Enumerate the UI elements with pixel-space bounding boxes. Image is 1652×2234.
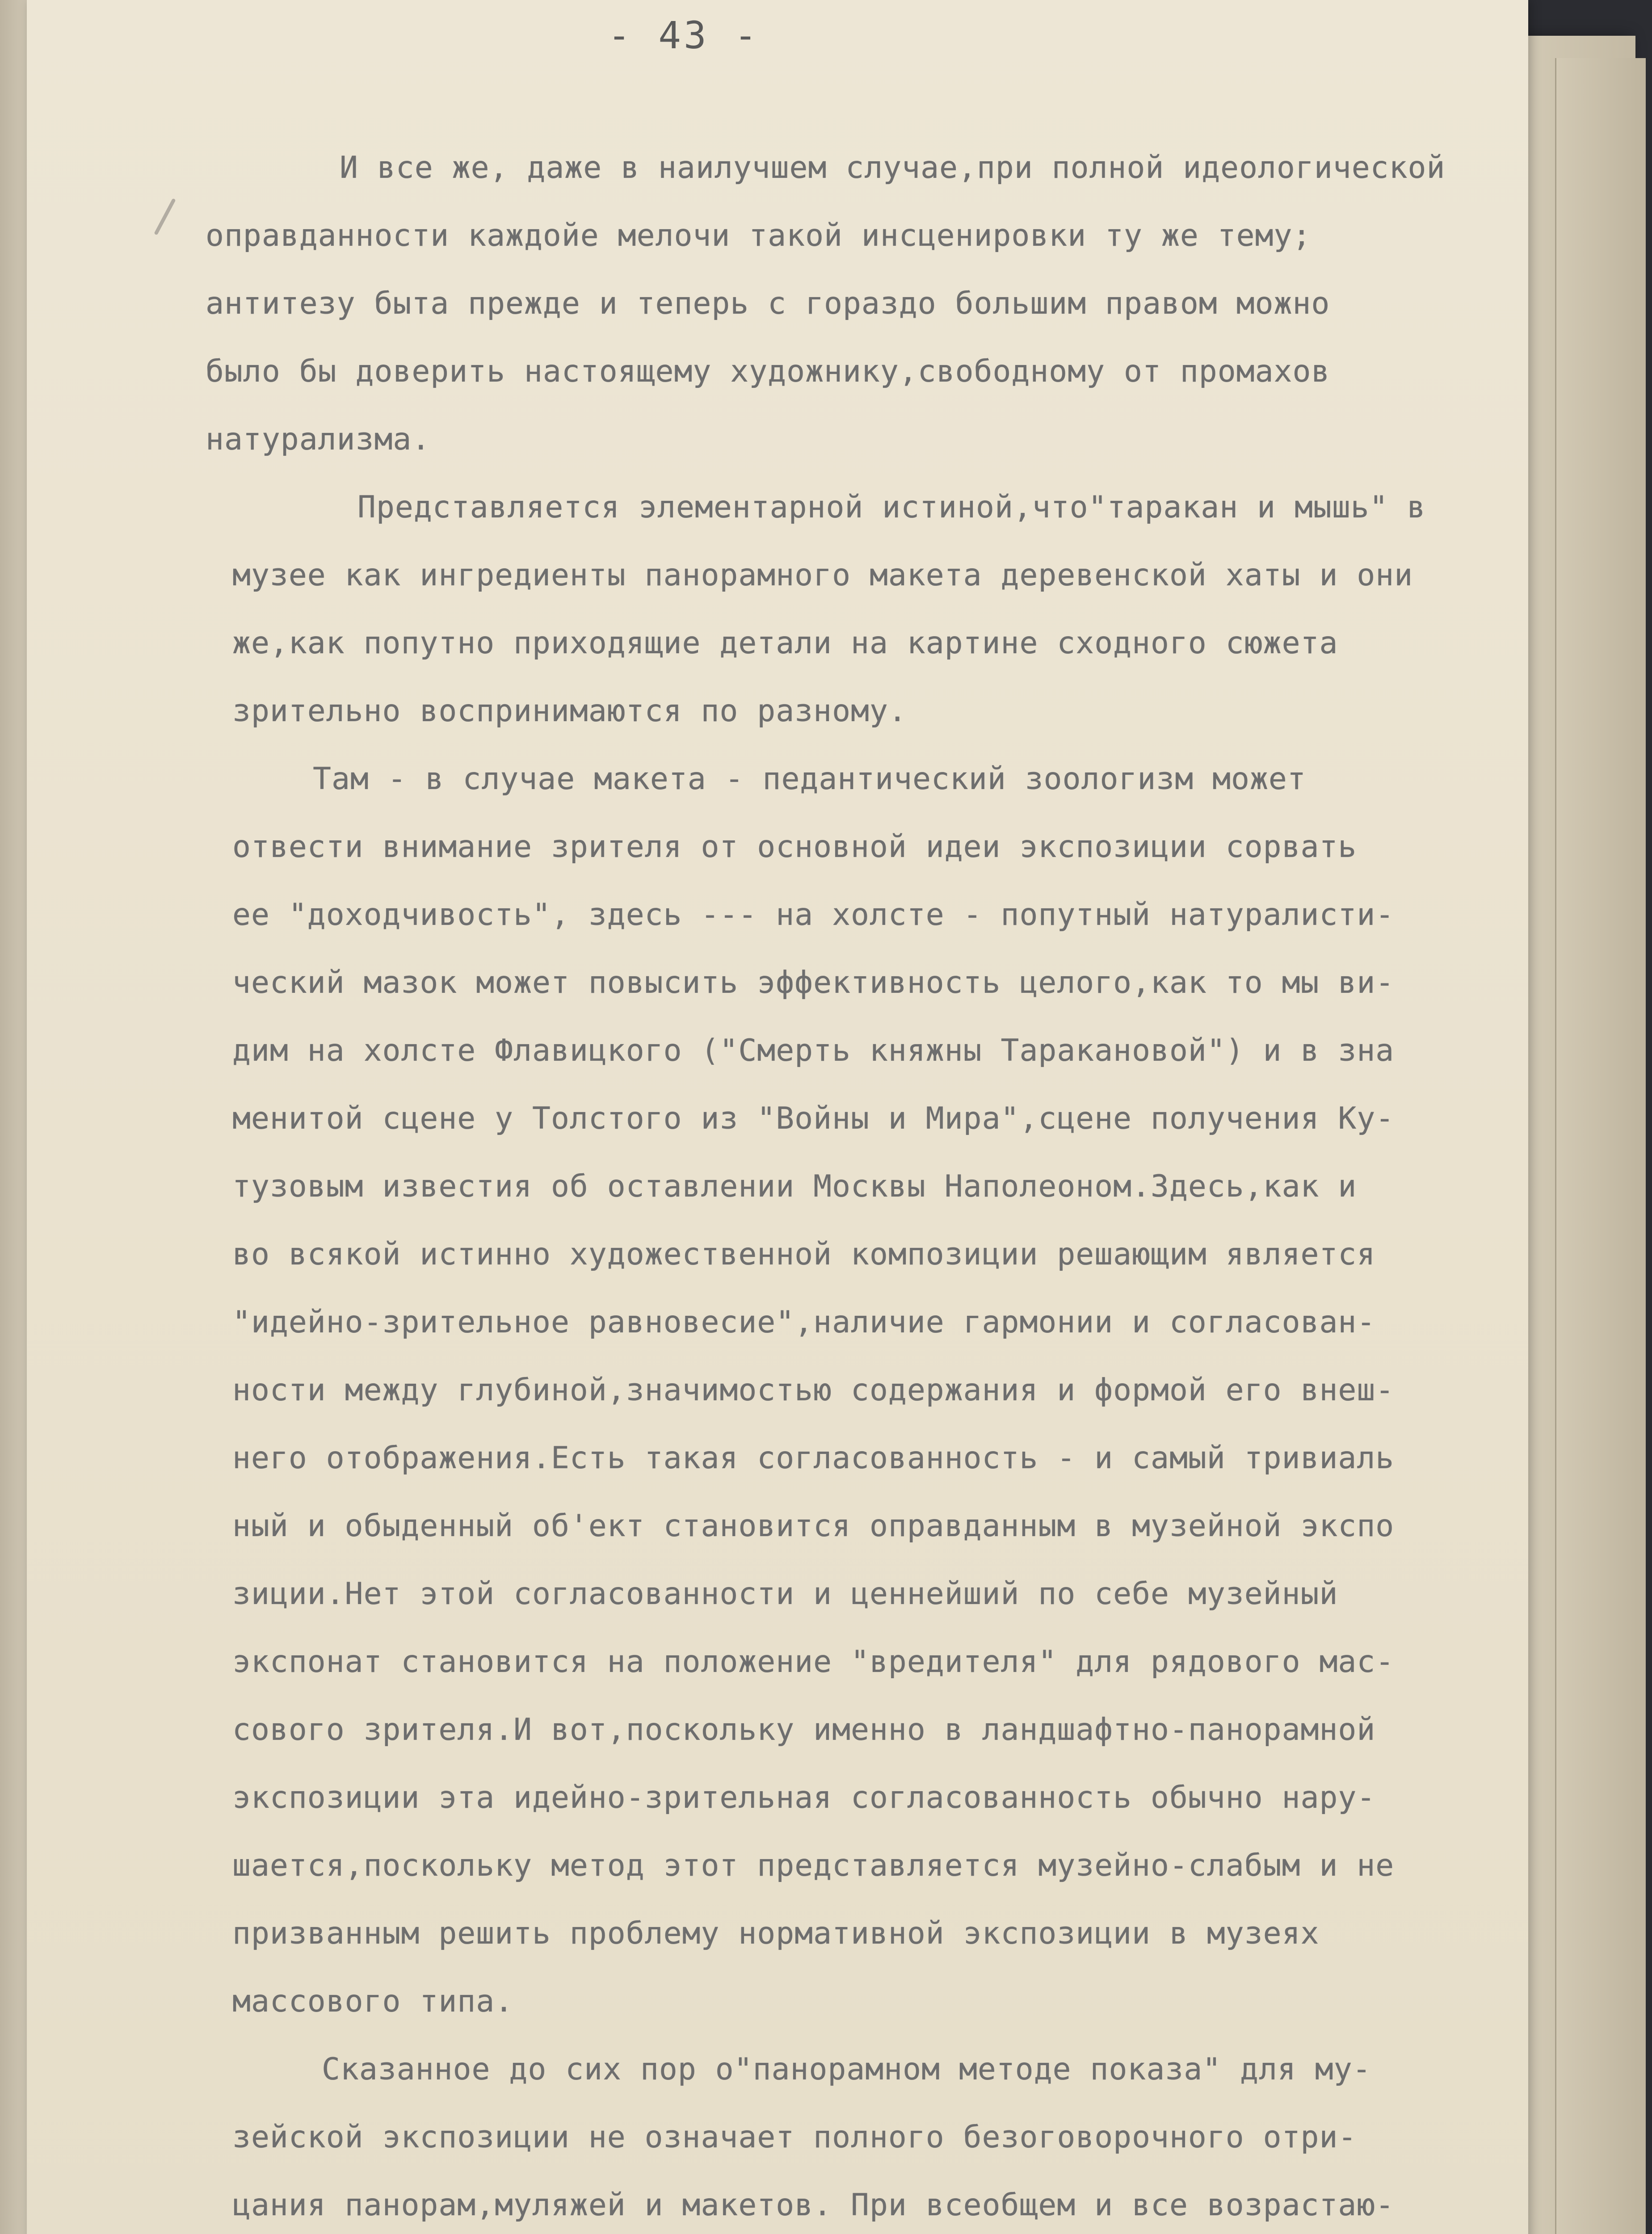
text-line: антитезу быта прежде и теперь с гораздо большим правом можно — [206, 286, 1330, 321]
underlying-sheet-edge — [1555, 58, 1646, 2234]
text-line: "идейно-зрительное равновесие",наличие гармонии и согласован- — [232, 1305, 1376, 1340]
text-line: экспонат становится на положение "вредителя" для рядового мас- — [232, 1644, 1395, 1680]
text-line: цания панорам,муляжей и макетов. При всеобщем и все возрастаю- — [232, 2188, 1395, 2223]
text-line: во всякой истинно художественной композиции решающим является — [232, 1237, 1376, 1272]
text-line: зрительно воспринимаются по разному. — [232, 693, 907, 729]
text-line: тузовым известия об оставлении Москвы Наполеоном.Здесь,как и — [232, 1169, 1357, 1204]
text-line: же,как попутно приходящие детали на картине сходного сюжета — [232, 626, 1338, 661]
text-line: ее "доходчивость", здесь --- на холсте - попутный натуралисти- — [232, 897, 1395, 932]
text-line: Там - в случае макета - педантический зоологизм может — [313, 761, 1306, 797]
text-line: сового зрителя.И вот,поскольку именно в ландшафтно-панорамной — [232, 1712, 1376, 1747]
text-line: оправданности каждойе мелочи такой инсценировки ту же тему; — [206, 218, 1312, 253]
text-body — [206, 134, 1537, 2234]
text-line: массового типа. — [232, 1984, 514, 2019]
text-line: дим на холсте Флавицкого ("Смерть княжны Таракановой") и в зна — [232, 1033, 1395, 1068]
text-line: зиции.Нет этой согласованности и ценнейший по себе музейный — [232, 1576, 1338, 1612]
text-line: И все же, даже в наилучшем случае,при полной идеологической — [340, 150, 1446, 185]
text-line: экспозиции эта идейно-зрительная согласованность обычно нару- — [232, 1780, 1376, 1815]
text-line: ческий мазок может повысить эффективность целого,как то мы ви- — [232, 965, 1395, 1000]
text-line: призванным решить проблему нормативной экспозиции в музеях — [232, 1916, 1320, 1951]
text-line: Представляется элементарной истиной,что"таракан и мышь" в — [357, 490, 1426, 525]
typed-page — [27, 0, 1528, 2234]
text-line: музее как ингредиенты панорамного макета деревенской хаты и они — [232, 558, 1413, 593]
text-line: зейской экспозиции не означает полного безоговорочного отри- — [232, 2120, 1357, 2155]
text-line: шается,поскольку метод этот представляется музейно-слабым и не — [232, 1848, 1395, 1883]
text-line: ный и обыденный об'ект становится оправданным в музейной экспо — [232, 1508, 1395, 1544]
text-line: было бы доверить настоящему художнику,свободному от промахов — [206, 354, 1330, 389]
pencil-mark — [154, 198, 176, 235]
text-line: ности между глубиной,значимостью содержания и формой его внеш- — [232, 1373, 1395, 1408]
text-line: Сказанное до сих пор о"панорамном методе показа" для му- — [322, 2052, 1371, 2087]
text-line: менитой сцене у Толстого из "Войны и Мира",сцене получения Ку- — [232, 1101, 1395, 1136]
text-line: отвести внимание зрителя от основной идеи экспозиции сорвать — [232, 829, 1357, 865]
text-line: него отображения.Есть такая согласованность - и самый тривиаль — [232, 1440, 1395, 1476]
page-number: - 43 - — [608, 13, 760, 57]
text-line: натурализма. — [206, 422, 431, 457]
